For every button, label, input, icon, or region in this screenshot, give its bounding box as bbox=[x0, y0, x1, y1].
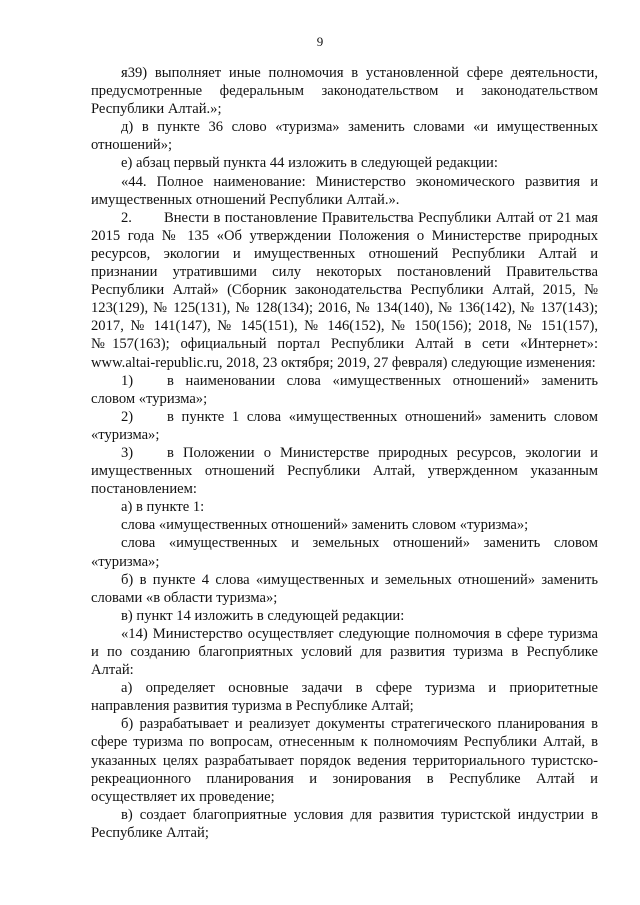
item-number: 1) bbox=[121, 372, 134, 389]
paragraph: а) определяет основные задачи в сфере туризма и приоритетные направления развития туризма в Республике Алтай; bbox=[91, 680, 598, 715]
paragraph-text: Внести в постановление Правительства Республики Алтай от 21 мая 2015 года № 135 «Об утверждении Положения о Министерстве природных ресурсов, экологии и имущественных отношений Республики Алтай и признании утратившими силу некоторых постановлений Правительства Республики Алтай» (Сборник законодательства Республики Алтай, 2015, № 123(129), № 125(131), № 128(134); 2016, № 134(140), № 136(142), № 137(143); 2017, № 141(147), № 145(151), № 146(152), № 150(156); 2018, № 151(157), №157(163); официальный портал Республики Алтай в сети «Интернет»: www.altai-republic.ru, 2018, 23 октября; 2019, 27 февраля) следующие изменения: bbox=[91, 209, 598, 371]
item-number: 2. bbox=[121, 209, 132, 226]
numbered-paragraph bbox=[91, 444, 598, 498]
paragraph: б) разрабатывает и реализует документы стратегического планирования в сфере туризма по вопросам, отнесенным к полномочиям Республики Алтай, в указанных целях разрабатывает порядок ведения территориального туристско-рекреационного планирования и зонирования в Республике Алтай и осуществляет их проведение; bbox=[91, 716, 598, 805]
item-number: 2) bbox=[121, 408, 134, 425]
paragraph-text: в наименовании слова «имущественных отношений» заменить словом «туризма»; bbox=[91, 372, 598, 407]
paragraph: в) пункт 14 изложить в следующей редакции: bbox=[121, 607, 405, 624]
paragraph: в) создает благоприятные условия для развития туристской индустрии в Республике Алтай; bbox=[91, 806, 598, 841]
numbered-paragraph bbox=[91, 209, 598, 372]
paragraph: слова «имущественных отношений» заменить словом «туризма»; bbox=[121, 517, 529, 534]
item-number: 3) bbox=[121, 444, 134, 461]
paragraph: е) абзац первый пункта 44 изложить в следующей редакции: bbox=[121, 155, 498, 172]
paragraph: д) в пункте 36 слово «туризма» заменить словами «и имущественных отношений»; bbox=[91, 119, 598, 154]
paragraph-text: в Положении о Министерстве природных ресурсов, экологии и имущественных отношений Республики Алтай, утвержденном указанным постановлением: bbox=[91, 444, 598, 498]
numbered-paragraph bbox=[91, 408, 598, 444]
paragraph: а) в пункте 1: bbox=[121, 499, 205, 516]
paragraph: б) в пункте 4 слова «имущественных и земельных отношений» заменить словами «в области туризма»; bbox=[91, 571, 598, 606]
paragraph-text: в пункте 1 слова «имущественных отношений» заменить словом «туризма»; bbox=[91, 408, 598, 443]
paragraph: «44. Полное наименование: Министерство экономического развития и имущественных отношений Республики Алтай.». bbox=[91, 173, 598, 208]
paragraph: «14) Министерство осуществляет следующие полномочия в сфере туризма и по созданию благоприятных условий для развития туризма в Республике Алтай: bbox=[91, 625, 598, 679]
page-number: 9 bbox=[316, 34, 324, 49]
paragraph: я39) выполняет иные полномочия в установленной сфере деятельности, предусмотренные федеральным законодательством и законодательством Республики Алтай.»; bbox=[91, 65, 598, 118]
document-body bbox=[91, 64, 598, 842]
paragraph: слова «имущественных и земельных отношений» заменить словом «туризма»; bbox=[91, 535, 598, 570]
numbered-paragraph bbox=[91, 372, 598, 408]
